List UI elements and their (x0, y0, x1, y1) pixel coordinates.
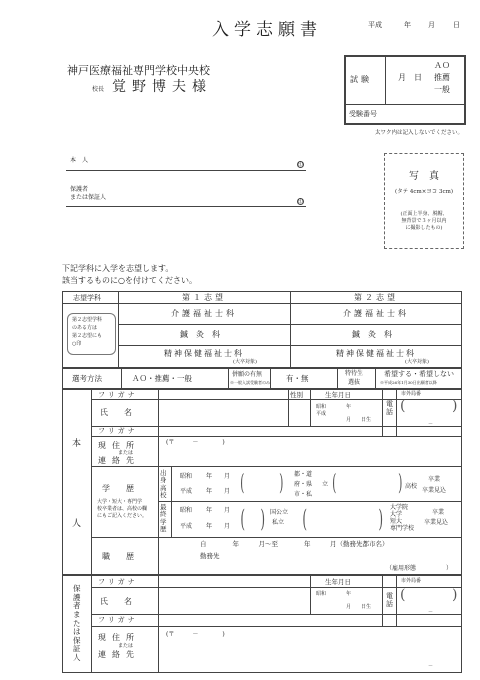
concurrent-value[interactable]: 有・無 (286, 374, 309, 383)
guardian-address-dash: － (428, 663, 434, 669)
final-univ-1[interactable]: 大学院 (390, 504, 409, 511)
special-note: ※平成26年1月30日出願者以降 (380, 380, 437, 385)
principal-label: 校長 (92, 86, 105, 93)
guardian-name-field[interactable] (160, 588, 308, 613)
final-era-1[interactable]: 昭和 (180, 507, 193, 514)
guardian-phone-field[interactable] (406, 589, 450, 601)
guardian-address-sub: または (118, 643, 134, 649)
instruction-line-2: 該当するものに○を付けてください。 (62, 276, 197, 285)
form-title: 入学志願書 (212, 20, 322, 40)
course-side-note-4: ○印 (72, 341, 82, 347)
applicant-name-label: 氏 名 (100, 408, 132, 417)
guardian-name-label: 氏 名 (100, 597, 132, 606)
guardian-postal[interactable]: (〒 － ) (166, 631, 225, 638)
guardian-birthdate-label: 生年月日 (325, 578, 351, 586)
guardian-phone-label: 電話 (386, 592, 393, 609)
hs-status-1[interactable]: 卒業 (428, 476, 441, 483)
applicant-gender-field[interactable] (289, 400, 309, 425)
final-ym-2: 年 月 (206, 523, 231, 530)
applicant-contact-label: 連絡先 (98, 456, 140, 465)
applicant-work-label: 職 歴 (102, 552, 134, 561)
exam-option-ao[interactable]: ＡＯ (434, 61, 450, 70)
final-ym-1: 年 月 (206, 507, 231, 514)
date-year: 年 (404, 21, 411, 29)
selection-label: 選考方法 (72, 374, 102, 383)
applicant-phone-label: 電話 (386, 400, 393, 417)
first-choice-kaigo[interactable]: 介護福祉士科 (171, 309, 237, 318)
applicant-address-sub: または (118, 450, 134, 456)
photo-note-3: に撮影したもの) (405, 225, 443, 231)
special-value[interactable]: 希望する・希望しない (384, 370, 454, 378)
hs-era-1[interactable]: 昭和 (180, 473, 193, 480)
instruction-line-1: 下記学科に入学を志望します。 (62, 264, 174, 273)
final-school-field[interactable] (308, 508, 374, 534)
guardian-sign-sub: または保証人 (70, 194, 107, 201)
applicant-sign-line[interactable] (66, 170, 306, 171)
guardian-sign-label: 保護者 (70, 186, 89, 193)
applicant-address-furigana: フリガナ (98, 427, 138, 435)
final-label: 最終学歴 (160, 503, 167, 534)
photo-size: (タテ 4cm×ヨコ 3cm) (395, 189, 453, 195)
guardian-birth-monthday: 月 日生 (346, 604, 372, 610)
final-status-2[interactable]: 卒業見込 (424, 519, 449, 526)
applicant-history-label: 学 歴 (102, 484, 134, 493)
applicant-birth-year: 年 (346, 404, 352, 410)
second-choice-seishin-note: (大卒対象) (405, 359, 429, 365)
hs-pref-suffix: 立 (322, 481, 329, 488)
guardian-area-code-label: 市外局番 (401, 578, 422, 584)
applicant-birth-monthday: 月 日生 (346, 417, 372, 423)
guardian-birth-year: 年 (346, 591, 352, 597)
hs-ym-2: 年 月 (206, 488, 231, 495)
work-type[interactable]: （雇用形態 ） (386, 565, 453, 572)
applicant-area-code-label: 市外局番 (401, 391, 422, 397)
final-status-1[interactable]: 卒業 (432, 509, 445, 516)
guardian-address-field[interactable] (160, 640, 460, 670)
applicant-address-label: 現住所 (98, 441, 140, 450)
exam-option-ippan[interactable]: 一般 (434, 85, 450, 94)
seal-icon: 印 (298, 162, 304, 168)
applicant-sign-label: 本 人 (70, 157, 89, 164)
guardian-address-furigana: フリガナ (98, 616, 138, 624)
hs-school-field[interactable] (338, 474, 396, 496)
second-choice-seishin[interactable]: 精神保健福祉士科 (336, 349, 416, 358)
hs-prefs-1[interactable]: 都・道 (294, 471, 313, 478)
photo-note-2: 無背景で３ヶ月以内 (401, 218, 447, 224)
selection-methods[interactable]: ＡＯ・推薦・一般 (132, 374, 192, 383)
hs-era-2[interactable]: 平成 (180, 488, 193, 495)
course-header-label: 志望学科 (73, 294, 101, 302)
exam-number-label: 受験番号 (349, 110, 377, 118)
hs-school-suffix: 高校 (405, 483, 418, 490)
work-period[interactable]: 自 年 月～至 年 月（勤務先都市名） (200, 540, 389, 548)
school-name: 神戸医療福祉専門学校中央校 (67, 64, 210, 77)
guardian-birth-era[interactable]: 昭和 (316, 591, 327, 597)
history-note-3: にもご記入ください。 (97, 513, 148, 519)
date-month: 月 (428, 21, 435, 29)
first-choice-seishin-note: (大卒対象) (233, 359, 257, 365)
applicant-section-label-1: 本 (72, 439, 82, 449)
first-choice-shinkyu[interactable]: 鍼灸科 (180, 330, 228, 339)
hs-location-field[interactable] (246, 474, 278, 496)
exam-option-suisen[interactable]: 推薦 (434, 73, 450, 82)
final-univ-3[interactable]: 短大 (390, 518, 403, 525)
hs-prefs-3[interactable]: 市・私 (294, 491, 313, 498)
special-label-1: 特待生 (345, 370, 364, 377)
guardian-section-label: 保護者または保証人 (73, 584, 81, 662)
course-side-note-3: 第２志望にも (72, 333, 103, 339)
first-choice-seishin[interactable]: 精神保健福祉士科 (164, 349, 244, 358)
applicant-birth-era-2[interactable]: 平成 (316, 411, 327, 417)
final-univ-2[interactable]: 大学 (390, 511, 403, 518)
principal-name: 覚野博夫様 (112, 79, 212, 95)
special-label-2: 選抜 (348, 379, 361, 386)
course-side-note-2: のある方は (72, 325, 98, 331)
final-public-2[interactable]: 私立 (272, 519, 285, 526)
concurrent-label: 併願の有無 (232, 371, 263, 378)
exam-date: 月 日 (398, 73, 422, 82)
photo-box[interactable] (384, 153, 464, 249)
photo-note-1: (正面上半身、脱帽、 (400, 211, 448, 217)
final-public-1[interactable]: 国公立 (270, 509, 289, 516)
guardian-sign-line[interactable] (66, 206, 306, 207)
date-era: 平成 (368, 21, 382, 29)
date-day: 日 (453, 21, 460, 29)
applicant-furigana-label: フリガナ (98, 391, 138, 399)
photo-title: 写 真 (409, 171, 439, 182)
applicant-phone-dash: － (428, 421, 434, 427)
applicant-address-field[interactable] (160, 448, 460, 465)
applicant-gender-label: 性別 (290, 391, 303, 399)
history-note-2: 校卒業者は、高校の欄 (97, 506, 148, 512)
hs-status-2[interactable]: 卒業見込 (422, 487, 447, 494)
concurrent-note: ※一般入試受験者のみ (230, 380, 270, 385)
first-choice-header: 第１志望 (182, 293, 226, 302)
applicant-section-label-2: 人 (72, 519, 82, 529)
second-choice-kaigo[interactable]: 介護福祉士科 (343, 309, 409, 318)
hs-label: 出身高校 (160, 469, 167, 500)
hs-ym-1: 年 月 (206, 473, 231, 480)
guardian-contact-label: 連絡先 (98, 650, 140, 659)
history-note-1: 大学・短大・専門学 (97, 499, 143, 505)
final-univ-4[interactable]: 専門学校 (390, 525, 415, 532)
work-place[interactable]: 勤務先 (200, 552, 220, 560)
final-era-2[interactable]: 平成 (180, 523, 193, 530)
applicant-postal[interactable]: (〒 － ) (166, 439, 225, 446)
guardian-furigana-label: フリガナ (98, 578, 138, 586)
second-choice-header: 第２志望 (354, 293, 398, 302)
exam-label: 試験 (350, 75, 372, 84)
hs-prefs-2[interactable]: 府・県 (294, 481, 313, 488)
course-side-note-1: 第２志望学科 (72, 317, 103, 323)
applicant-birthdate-label: 生年月日 (325, 391, 351, 399)
applicant-phone-field[interactable] (406, 400, 450, 412)
applicant-birth-era-1[interactable]: 昭和 (316, 404, 327, 410)
seal-icon: 印 (298, 199, 304, 205)
exam-note: 太ワク内は記入しないでください。 (375, 130, 464, 136)
second-choice-shinkyu[interactable]: 鍼灸科 (352, 330, 400, 339)
guardian-phone-dash: － (428, 609, 434, 615)
guardian-address-label: 現住所 (98, 633, 140, 642)
applicant-name-field[interactable] (160, 400, 286, 425)
